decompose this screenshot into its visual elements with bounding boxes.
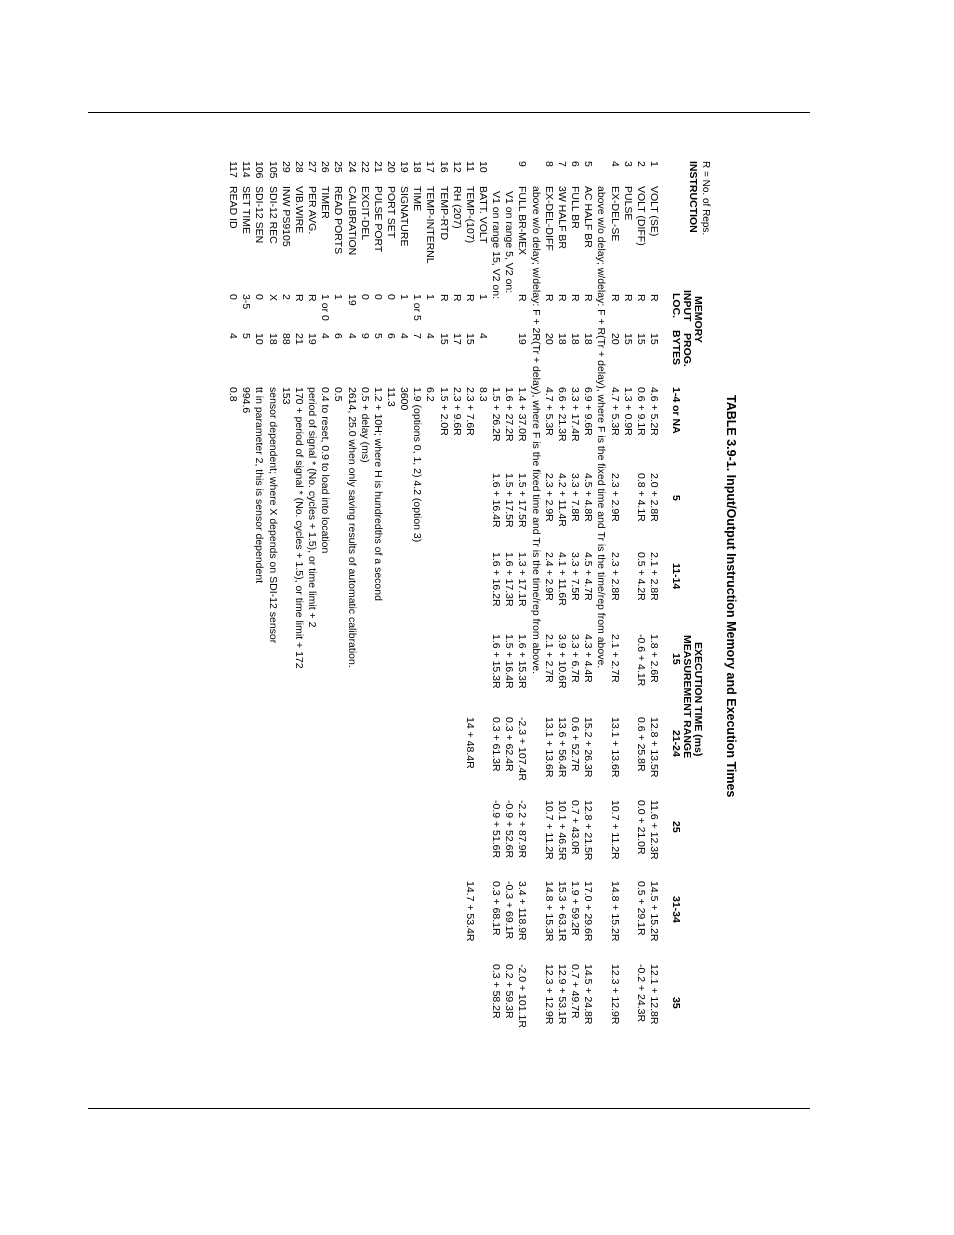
input-loc: 19 (345, 294, 358, 306)
exec-time-c3: -0.6 + 4.1R (634, 634, 647, 687)
table-row (438, 150, 450, 1105)
exec-time-c0: tt in parameter 2, this is sensor dependent (253, 387, 266, 584)
exec-time-c0: 0.8 (227, 387, 240, 402)
exec-time-c1: 2.3 + 2.9R (542, 473, 555, 522)
exec-time-c2: 4.5 + 4.7R (582, 552, 595, 601)
instruction-name: VOLT (SE) (648, 186, 660, 237)
header-range-35: 35 (670, 997, 682, 1009)
instruction-name: EX-DEL-SE (608, 186, 621, 242)
instruction-number: 9 (516, 161, 529, 167)
exec-time-c2: 2.4 + 2.9R (542, 552, 555, 601)
exec-time-c1: 1.5 + 17.5R (516, 473, 529, 528)
input-loc: R (621, 294, 634, 302)
table-row (517, 150, 529, 1105)
table-row (543, 150, 555, 1105)
instruction-number: 8 (542, 161, 555, 167)
exec-time-c7: 12.3 + 12.9R (608, 964, 621, 1025)
table-row (609, 150, 621, 1105)
exec-time-c0: 170 + period of signal * (No. cycles + 1.5), or time limit + 172 (292, 387, 305, 669)
instruction-name: RH (207) (450, 186, 463, 229)
exec-time-c3: 2.1 + 2.7R (608, 634, 621, 683)
exec-time-c0: 4.7 + 5.3R (542, 387, 555, 436)
exec-time-c0: 1.5 + 2.0R (437, 387, 450, 436)
exec-time-c4: 0.3 + 62.4R (503, 717, 516, 772)
exec-time-c5: 0.0 + 21.0R (634, 800, 647, 855)
exec-time-c7: -0.2 + 24.3R (634, 964, 647, 1023)
exec-time-c1: 0.8 + 4.1R (634, 473, 647, 522)
input-loc: R (463, 294, 476, 302)
input-loc: 1 or 0 (319, 294, 332, 321)
input-loc: R (542, 294, 555, 302)
instruction-name: SET TIME (240, 186, 253, 235)
input-loc: R (555, 294, 568, 302)
exec-time-c6: 0.3 + 68.1R (490, 881, 503, 936)
exec-time-c3: 1.8 + 2.6R (648, 634, 660, 683)
table-row (372, 150, 384, 1105)
table-row (648, 150, 660, 1105)
table-row (556, 150, 568, 1105)
exec-time-c2: 2.3 + 2.8R (608, 552, 621, 601)
instruction-name: 3W HALF BR (555, 186, 568, 250)
exec-time-c6: 14.7 + 53.4R (463, 881, 476, 942)
prog-bytes: 18 (266, 333, 279, 345)
exec-time-c0: 6.2 (424, 387, 437, 402)
exec-time-c4: -2.3 + 107.4R (516, 717, 529, 781)
prog-bytes: 18 (555, 333, 568, 345)
exec-time-c6: 1.9 + 59.2R (569, 881, 582, 936)
input-loc: R (648, 294, 660, 302)
exec-time-c3: 1.5 + 16.4R (503, 634, 516, 689)
header-range-25: 25 (670, 821, 682, 833)
prog-bytes: 4 (477, 333, 490, 339)
instruction-number: 7 (555, 161, 568, 167)
instruction-name: INW PS9105 (279, 186, 292, 247)
exec-time-c0: 1.2 + 10H; where H is hundredths of a second (371, 387, 384, 601)
table-row (569, 150, 581, 1105)
input-loc: R (437, 294, 450, 302)
table-row (424, 150, 436, 1105)
instruction-name: PULSE PORT (371, 186, 384, 253)
prog-bytes: 19 (516, 333, 529, 345)
header-rule (88, 112, 810, 113)
prog-bytes: 15 (463, 333, 476, 345)
instruction-name: READ PORTS (332, 186, 345, 255)
input-loc: R (516, 294, 529, 302)
exec-time-c4: 0.6 + 52.7R (569, 717, 582, 772)
exec-time-c0: 3.3 + 17.4R (569, 387, 582, 442)
exec-time-c4: 0.6 + 25.8R (634, 717, 647, 772)
exec-time-c0: 0.5 (332, 387, 345, 402)
instruction-name: V1 on range 15, V2 on: (490, 191, 503, 299)
exec-time-c5: -0.9 + 52.6R (503, 800, 516, 859)
instruction-number: 24 (345, 161, 358, 173)
instruction-number: 3 (621, 161, 634, 167)
table-row (622, 150, 634, 1105)
prog-bytes: 6 (385, 333, 397, 339)
exec-time-c5: 10.7 + 11.2R (542, 800, 555, 860)
table-row (306, 150, 318, 1105)
exec-time-c0: 0.6 + 9.1R (634, 387, 647, 436)
input-loc: 2 (279, 294, 292, 300)
exec-time-c5: 10.7 + 11.2R (608, 800, 621, 860)
instruction-number: 114 (240, 161, 253, 178)
exec-time-c2: 3.3 + 7.5R (569, 552, 582, 601)
exec-time-c6: 3.4 + 118.9R (516, 881, 529, 941)
table-row (411, 150, 423, 1105)
exec-time-c3: 1.6 + 15.3R (516, 634, 529, 689)
table-row (477, 150, 489, 1105)
table-row (240, 150, 252, 1105)
instruction-name: VIB.WIRE (292, 186, 305, 234)
prog-bytes: 15 (621, 333, 634, 345)
input-loc: 0 (385, 294, 397, 300)
exec-time-c4: 0.3 + 61.3R (490, 717, 503, 772)
exec-time-c6: 17.0 + 29.6R (582, 881, 595, 942)
exec-time-c2: 1.3 + 17.1R (516, 552, 529, 607)
input-loc: R (450, 294, 463, 302)
instruction-number: 28 (292, 161, 305, 173)
prog-bytes: 15 (437, 333, 450, 345)
prog-bytes: 4 (319, 333, 332, 339)
table-row (464, 150, 476, 1105)
input-loc: 0 (253, 294, 266, 300)
exec-time-c0: 11.3 (385, 387, 397, 407)
footer-rule (88, 1108, 810, 1109)
table-row (530, 150, 542, 1105)
instruction-number: 12 (450, 161, 463, 173)
exec-time-c5: 12.8 + 21.5R (582, 800, 595, 861)
instruction-name: AC HALF BR (582, 186, 595, 248)
instruction-name: VOLT (DIFF) (634, 186, 647, 246)
exec-time-c0: 6.9 + 9.6R (582, 387, 595, 436)
input-loc: 1 (398, 294, 411, 300)
table-row (280, 150, 292, 1105)
table-row (332, 150, 344, 1105)
exec-time-c1: 3.3 + 7.8R (569, 473, 582, 522)
exec-time-c0: 3600 (398, 387, 411, 411)
prog-bytes: 5 (371, 333, 384, 339)
exec-time-c0: 1.5 + 26.2R (490, 387, 503, 442)
exec-time-c6: -0.3 + 69.1R (503, 881, 516, 940)
exec-time-c3: 2.1 + 2.7R (542, 634, 555, 683)
header-meas-range: MEASUREMENT RANGE (681, 635, 693, 759)
exec-time-c3: 1.6 + 15.3R (490, 634, 503, 689)
exec-time-c6: 0.5 + 29.1R (634, 881, 647, 936)
instruction-number: 16 (437, 161, 450, 173)
input-loc: R (292, 294, 305, 302)
exec-time-c0: 2614, 25.0 when only saving results of automatic calibration. (345, 387, 358, 668)
instruction-name: CALIBRATION (345, 186, 358, 256)
table-row (227, 150, 239, 1105)
exec-time-c7: 0.3 + 58.2R (490, 964, 503, 1019)
input-loc: 0 (371, 294, 384, 300)
table-row (359, 150, 371, 1105)
instruction-number: 5 (582, 161, 595, 167)
header-exec-time: EXECUTION TIME (ms) (692, 642, 704, 757)
instruction-number: 26 (319, 161, 332, 173)
exec-time-c0: 6.6 + 21.3R (555, 387, 568, 442)
prog-bytes: 10 (253, 333, 266, 345)
exec-time-c5: -0.9 + 51.6R (490, 800, 503, 859)
table-row (595, 150, 607, 1105)
prog-bytes: 4 (398, 333, 411, 339)
prog-bytes: 18 (582, 333, 595, 345)
exec-time-c0: 8.3 (477, 387, 490, 402)
exec-time-c7: 12.9 + 53.1R (555, 964, 568, 1025)
exec-time-c7: 14.5 + 24.8R (582, 964, 595, 1025)
prog-bytes: 21 (292, 333, 305, 345)
prog-bytes: 6 (332, 333, 345, 339)
instruction-name: EXCIT-DEL (358, 186, 371, 241)
instruction-name: EX-DEL-DIFF (542, 186, 555, 251)
exec-time-c0: period of signal * (No. cycles + 1.5), or time limit + 2 (306, 387, 319, 628)
header-memory: MEMORY (692, 296, 704, 343)
instruction-name: TIMER (319, 186, 332, 219)
exec-time-c5: 11.6 + 12.3R (648, 800, 660, 860)
instruction-number: 11 (463, 161, 476, 172)
instruction-number: 18 (411, 161, 424, 173)
exec-time-c4: 12.8 + 13.5R (648, 717, 660, 778)
exec-time-c0: 1.3 + 0.9R (621, 387, 634, 436)
table-row (267, 150, 279, 1105)
table-row (346, 150, 358, 1105)
exec-time-c5: 0.7 + 43.0R (569, 800, 582, 855)
table-row (490, 150, 502, 1105)
input-loc: 0 (227, 294, 240, 300)
instruction-number: 20 (385, 161, 397, 173)
instruction-number: 27 (306, 161, 319, 173)
input-loc: X (266, 294, 279, 302)
instruction-number: 2 (634, 161, 647, 167)
exec-time-c0: 1.6 + 27.2R (503, 387, 516, 442)
exec-time-c0: 0.5 + delay (ms) (358, 387, 371, 463)
instruction-number: 22 (358, 161, 371, 173)
exec-time-c0: 1.4 + 37.0R (516, 387, 529, 442)
header-range-21-24: 21-24 (670, 730, 682, 757)
exec-time-c0: 4.6 + 5.2R (648, 387, 660, 436)
exec-time-c7: 12.3 + 12.9R (542, 964, 555, 1025)
instruction-number: 17 (424, 161, 437, 173)
instruction-number: 21 (371, 161, 384, 173)
table-row (503, 150, 515, 1105)
exec-time-c0: 2.3 + 7.6R (463, 387, 476, 436)
exec-time-c0: sensor dependent; where X depends on SDI-12 sensor (266, 387, 279, 644)
exec-time-c6: 14.8 + 15.2R (608, 881, 621, 942)
exec-time-c3: 3.9 + 10.6R (555, 634, 568, 689)
instruction-number: 4 (608, 161, 621, 167)
exec-time-c7: 12.1 + 12.8R (648, 964, 660, 1025)
rotated-table-page (137, 150, 737, 1105)
exec-time-c0: 2.3 + 9.6R (450, 387, 463, 436)
input-loc: R (306, 294, 319, 302)
instruction-name: PER AVG. (306, 186, 319, 235)
table-title: TABLE 3.9-1. Input/Output Instruction Memory and Execution Times (724, 395, 738, 798)
instruction-name: TIME (411, 186, 424, 212)
instruction-number: 117 (227, 161, 240, 178)
prog-bytes: 9 (358, 333, 371, 339)
exec-time-c2: 1.6 + 17.3R (503, 552, 516, 607)
input-loc: 3-5 (240, 294, 253, 310)
prog-bytes: 15 (648, 333, 660, 345)
table-row (582, 150, 594, 1105)
exec-time-c0: 1.9 (options 0, 1, 2) 4.2 (option 3) (411, 387, 424, 543)
reps-note: R = No. of Reps. (700, 161, 711, 236)
input-loc: R (608, 294, 621, 302)
exec-time-c1: 2.3 + 2.9R (608, 473, 621, 522)
exec-time-c3: 3.3 + 6.7R (569, 634, 582, 683)
header-loc: LOC. (670, 293, 682, 319)
instruction-name: BATT. VOLT (477, 186, 490, 244)
exec-time-c0: 994.6 (240, 387, 253, 414)
prog-bytes: 19 (306, 333, 319, 345)
instruction-name: PULSE (621, 186, 634, 221)
instruction-name: PORT SET (385, 186, 397, 239)
exec-time-c0: 4.7 + 5.3R (608, 387, 621, 436)
header-prog: PROG. (681, 333, 693, 367)
exec-time-c4: 13.1 + 13.6R (608, 717, 621, 778)
prog-bytes: 20 (608, 333, 621, 345)
instruction-name: TEMP-(107) (463, 186, 476, 244)
prog-bytes: 5 (240, 333, 253, 339)
exec-time-c5: -2.2 + 87.9R (516, 800, 529, 859)
exec-time-c1: 2.0 + 2.8R (648, 473, 660, 522)
prog-bytes: 4 (345, 333, 358, 339)
exec-time-c1: 1.6 + 16.4R (490, 473, 503, 528)
exec-time-c4: 15.2 + 26.3R (582, 717, 595, 778)
header-range-11-14: 11-14 (670, 563, 682, 590)
exec-time-c1: 4.5 + 4.8R (582, 473, 595, 522)
instruction-name: V1 on range 5, V2 on: (503, 191, 516, 294)
input-loc: 1 (332, 294, 345, 300)
input-loc: 1 (477, 294, 490, 300)
exec-time-c7: 0.7 + 49.7R (569, 964, 582, 1019)
exec-time-c2: 4.1 + 11.6R (555, 552, 568, 606)
exec-time-c4: 14 + 48.4R (463, 717, 476, 769)
prog-bytes: 4 (424, 333, 437, 339)
exec-time-c4: 13.1 + 13.6R (542, 717, 555, 778)
table-row (398, 150, 410, 1105)
header-range-15: 15 (670, 653, 682, 665)
header-range-1-4: 1-4 or NA (670, 387, 682, 434)
input-loc: R (634, 294, 647, 302)
instruction-name: FULL BR-MEX (516, 186, 529, 256)
input-loc: 1 or 5 (411, 294, 424, 321)
exec-time-c4: 13.6 + 56.4R (555, 717, 568, 778)
input-loc: 1 (424, 294, 437, 300)
prog-bytes: 20 (542, 333, 555, 345)
prog-bytes: 18 (569, 333, 582, 345)
instruction-number: 25 (332, 161, 345, 173)
exec-time-c7: 0.2 + 59.3R (503, 964, 516, 1019)
header-input: INPUT (681, 290, 693, 322)
header-bytes: BYTES (670, 330, 682, 366)
instruction-name: TEMP-INTERNL (424, 186, 437, 264)
table-row (635, 150, 647, 1105)
instruction-number: 10 (477, 161, 490, 173)
prog-bytes: 15 (634, 333, 647, 345)
table-row (319, 150, 331, 1105)
instruction-number: 6 (569, 161, 582, 167)
exec-time-c0: 153 (279, 387, 292, 405)
exec-time-c3: 4.3 + 4.4R (582, 634, 595, 683)
instruction-number: 106 (253, 161, 266, 179)
table-row (254, 150, 266, 1105)
instruction-number: 19 (398, 161, 411, 173)
instruction-name: FULL BR (569, 186, 582, 229)
input-loc: R (582, 294, 595, 302)
exec-time-c1: 4.2 + 11.4R (555, 473, 568, 527)
header-instruction: INSTRUCTION (687, 161, 699, 233)
exec-time-c0: 0.4 to reset, 0.9 to load into location (319, 387, 332, 554)
instruction-name: READ ID (227, 186, 240, 229)
input-loc: 0 (358, 294, 371, 300)
prog-bytes: 4 (227, 333, 240, 339)
exec-time-c2: 2.1 + 2.8R (648, 552, 660, 601)
exec-time-c6: 14.5 + 15.2R (648, 881, 660, 942)
prog-bytes: 7 (411, 333, 424, 339)
row-note: above w/o delay; w/delay: F + 2R(Tr + delay), where F is the fixed time and Tr is the time/rep from above. (529, 186, 542, 675)
instruction-number: 29 (279, 161, 292, 173)
exec-time-c6: 15.3 + 63.1R (555, 881, 568, 942)
exec-time-c6: 14.8 + 15.3R (542, 881, 555, 942)
exec-time-c1: 1.5 + 17.5R (503, 473, 516, 528)
instruction-number: 105 (266, 161, 279, 179)
prog-bytes: 88 (279, 333, 292, 345)
header-range-5: 5 (670, 495, 682, 501)
header-range-31-34: 31-34 (670, 896, 682, 923)
instruction-number: 1 (648, 161, 660, 167)
instruction-name: TEMP-RTD (437, 186, 450, 241)
instruction-name: SDI-12 SEN (253, 186, 266, 244)
prog-bytes: 17 (450, 333, 463, 345)
exec-time-c5: 10.1 + 46.5R (555, 800, 568, 861)
table-row (451, 150, 463, 1105)
table-row (293, 150, 305, 1105)
exec-time-c2: 1.6 + 16.2R (490, 552, 503, 607)
table-row (385, 150, 397, 1105)
instruction-name: SIGNATURE (398, 186, 411, 247)
instruction-name: SDI-12 REC (266, 186, 279, 244)
row-note: above w/o delay; w/delay: F + R(Tr + delay), where F is the fixed time and Tr is the time/rep from above. (595, 186, 608, 669)
input-loc: R (569, 294, 582, 302)
exec-time-c7: -2.0 + 101.1R (516, 964, 529, 1028)
exec-time-c2: 0.5 + 4.2R (634, 552, 647, 601)
